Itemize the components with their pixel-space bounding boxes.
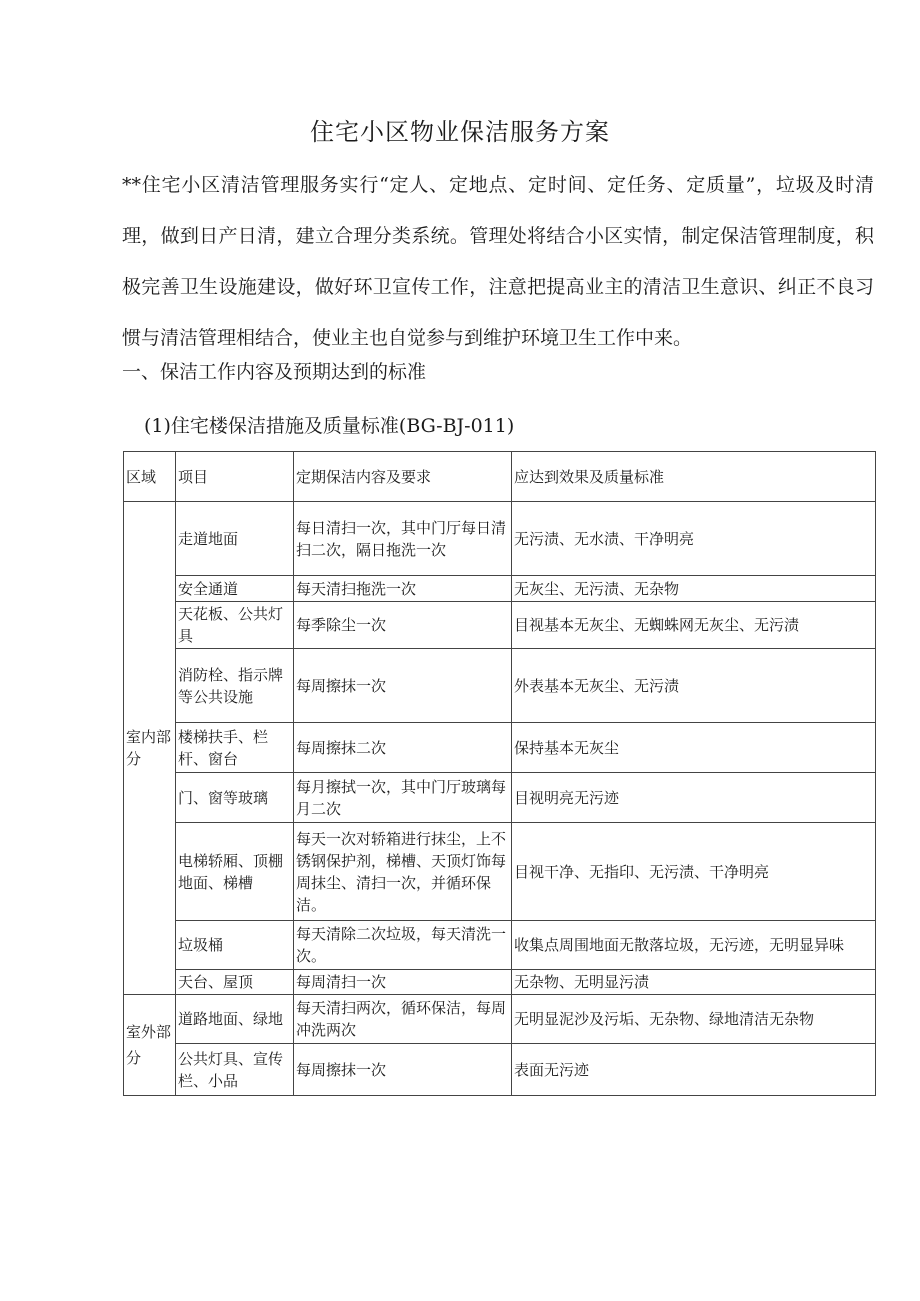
row-content: 每周擦抹一次 (294, 649, 512, 723)
row-item: 道路地面、绿地 (176, 995, 294, 1044)
table-row (124, 649, 876, 723)
header-standard: 应达到效果及质量标准 (512, 452, 876, 502)
table-header-row (124, 452, 876, 502)
row-standard: 目视干净、无指印、无污渍、干净明亮 (512, 823, 876, 921)
area-outdoor: 室外部分 (124, 995, 176, 1096)
row-standard: 表面无污迹 (512, 1044, 876, 1096)
row-content: 每周擦抹二次 (294, 723, 512, 773)
row-item: 垃圾桶 (176, 921, 294, 970)
row-standard: 目视明亮无污迹 (512, 773, 876, 823)
row-item: 天花板、公共灯具 (176, 602, 294, 649)
area-indoor: 室内部分 (124, 502, 176, 995)
table-row (124, 970, 876, 995)
row-content: 每月擦拭一次，其中门厅玻璃每月二次 (294, 773, 512, 823)
row-item: 安全通道 (176, 576, 294, 602)
row-item: 消防栓、指示牌等公共设施 (176, 649, 294, 723)
row-standard: 无污渍、无水渍、干净明亮 (512, 502, 876, 576)
row-item: 天台、屋顶 (176, 970, 294, 995)
row-standard: 无灰尘、无污渍、无杂物 (512, 576, 876, 602)
row-content: 每日清扫一次，其中门厅每日清扫二次，隔日拖洗一次 (294, 502, 512, 576)
row-standard: 收集点周围地面无散落垃圾，无污迹，无明显异味 (512, 921, 876, 970)
row-standard: 外表基本无灰尘、无污渍 (512, 649, 876, 723)
row-content: 每天一次对轿箱进行抹尘，上不锈钢保护剂，梯槽、天顶灯饰每周抹尘、清扫一次，并循环保洁。 (294, 823, 512, 921)
table-row (124, 1044, 876, 1096)
table-row (124, 921, 876, 970)
cleaning-standards-table (123, 451, 876, 1096)
document-title: 住宅小区物业保洁服务方案 (310, 118, 610, 146)
row-content: 每周擦抹一次 (294, 1044, 512, 1096)
row-content: 每季除尘一次 (294, 602, 512, 649)
row-standard: 保持基本无灰尘 (512, 723, 876, 773)
row-content: 每周清扫一次 (294, 970, 512, 995)
row-content: 每天清除二次垃圾，每天清洗一次。 (294, 921, 512, 970)
header-area: 区域 (124, 452, 176, 502)
subsection-heading: (1)住宅楼保洁措施及质量标准(BG-BJ-011) (144, 415, 515, 437)
table-row (124, 502, 876, 576)
row-content: 每天清扫两次，循环保洁，每周冲洗两次 (294, 995, 512, 1044)
row-standard: 无杂物、无明显污渍 (512, 970, 876, 995)
row-item: 公共灯具、宣传栏、小品 (176, 1044, 294, 1096)
row-standard: 无明显泥沙及污垢、无杂物、绿地清洁无杂物 (512, 995, 876, 1044)
row-item: 门、窗等玻璃 (176, 773, 294, 823)
row-standard: 目视基本无灰尘、无蜘蛛网无灰尘、无污渍 (512, 602, 876, 649)
table-row (124, 602, 876, 649)
row-item: 电梯轿厢、顶棚地面、梯槽 (176, 823, 294, 921)
table-row (124, 723, 876, 773)
header-item: 项目 (176, 452, 294, 502)
table-row (124, 995, 876, 1044)
table-row (124, 823, 876, 921)
row-item: 楼梯扶手、栏杆、窗台 (176, 723, 294, 773)
table-row (124, 773, 876, 823)
header-content: 定期保洁内容及要求 (294, 452, 512, 502)
table-row (124, 576, 876, 602)
section-heading: 一、保洁工作内容及预期达到的标准 (122, 361, 427, 383)
intro-paragraph: **住宅小区清洁管理服务实行“定人、定地点、定时间、定任务、定质量”，垃圾及时清理，做到日产日清，建立合理分类系统。管理处将结合小区实情，制定保洁管理制度，积极完善卫生设施建设，做好环卫宣传工作，注意把提高业主的清洁卫生意识、纠正不良习惯与清洁管理相结合，使业主也自觉参与到维护环境卫生工作中来。 (122, 174, 874, 349)
row-item: 走道地面 (176, 502, 294, 576)
row-content: 每天清扫拖洗一次 (294, 576, 512, 602)
